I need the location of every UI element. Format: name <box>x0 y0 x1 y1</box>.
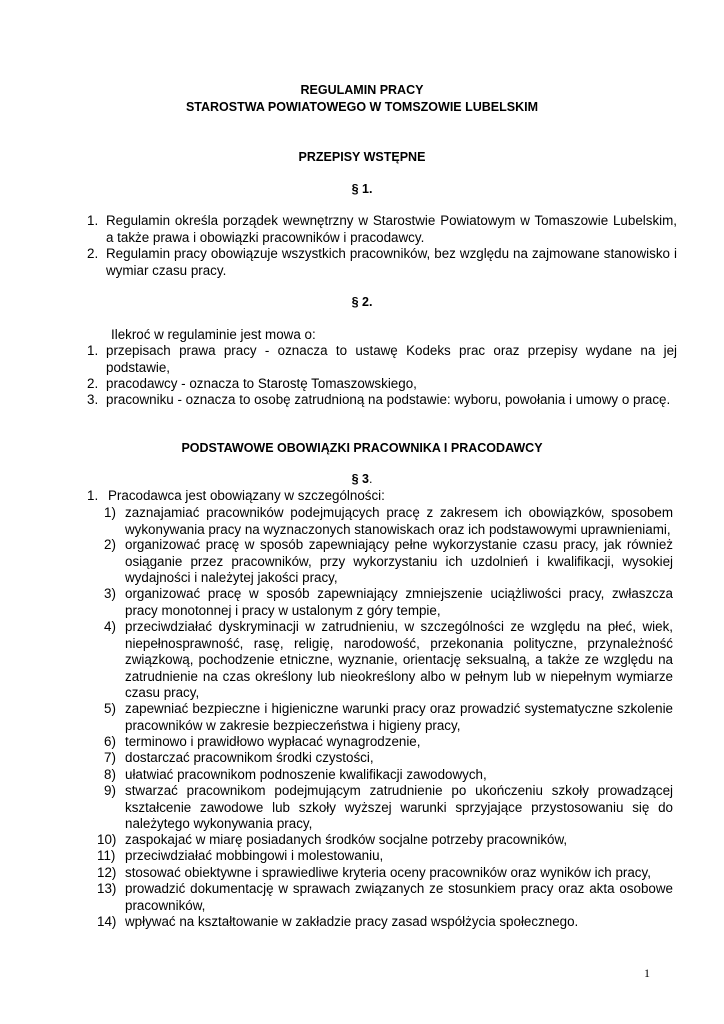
sub-item-number: 1) <box>104 505 116 520</box>
sub-item: terminowo i prawidłowo wypłacać wynagrodzenie, <box>125 734 421 749</box>
paragraph-2-intro: Ilekroć w regulaminie jest mowa o: <box>111 327 316 342</box>
sub-item: zaznajamiać pracowników podejmujących pracę z zakresem ich obowiązków, sposobem wykonywania pracy na wyznaczonych stanowiskach oraz ich podstawowymi uprawnieniami, <box>125 505 673 537</box>
list-item-number: 3. <box>87 392 99 407</box>
paragraph-1-heading: § 1. <box>351 182 373 196</box>
document-title: REGULAMIN PRACY <box>300 83 424 97</box>
sub-item-number: 5) <box>104 701 116 716</box>
page-number: 1 <box>644 966 650 980</box>
list-item-number: 1. <box>87 488 99 503</box>
sub-item: przeciwdziałać dyskryminacji w zatrudnieniu, w szczególności ze względu na płeć, wiek, niepełnosprawność, rasę, religię, narodowość, przekonania polityczne, przynależność związkową, pochodzenie etniczne, wyznanie, orientację seksualną, a także ze względu na zatrudnienie na czas określony lub nieokreślony albo w pełnym lub w niepełnym wymiarze czasu pracy, <box>125 619 673 700</box>
sub-item: wpływać na kształtowanie w zakładzie pracy zasad współżycia społecznego. <box>125 914 579 929</box>
list-item: Regulamin pracy obowiązuje wszystkich pracowników, bez względu na zajmowane stanowisko i wymiar czasu pracy. <box>106 246 677 278</box>
sub-item: ułatwiać pracownikom podnoszenie kwalifikacji zawodowych, <box>125 767 487 782</box>
list-item-number: 1. <box>87 213 99 228</box>
sub-item-number: 14) <box>97 914 117 929</box>
list-item: przepisach prawa pracy - oznacza to ustawę Kodeks prac oraz przepisy wydane na jej podstawie, <box>106 343 677 375</box>
sub-item-number: 3) <box>104 586 116 601</box>
sub-item-number: 4) <box>104 619 116 634</box>
list-item-number: 1. <box>87 343 99 358</box>
section-heading-duties: PODSTAWOWE OBOWIĄZKI PRACOWNIKA I PRACODAWCY <box>181 441 543 455</box>
sub-item: zapewniać bezpieczne i higieniczne warunki pracy oraz prowadzić systematyczne szkolenie pracowników w zakresie bezpieczeństwa i higieny pracy, <box>125 701 673 733</box>
sub-item-number: 12) <box>97 865 117 880</box>
paragraph-3-heading: § 3. <box>351 472 373 486</box>
sub-item: przeciwdziałać mobbingowi i molestowaniu, <box>125 848 384 863</box>
sub-item: dostarczać pracownikom środki czystości, <box>125 750 374 765</box>
sub-item: stosować obiektywne i sprawiedliwe kryteria oceny pracowników oraz wyników ich pracy, <box>125 865 651 880</box>
sub-item-number: 6) <box>104 734 116 749</box>
sub-item-number: 2) <box>104 537 116 552</box>
sub-item: stwarzać pracownikom podejmującym zatrudnienie po ukończeniu szkoły prowadzącej kształcenie zawodowe lub szkoły wyższej warunki sprzyjające przystosowaniu się do należytego wykonywania pracy, <box>125 783 673 831</box>
section-heading-intro: PRZEPISY WSTĘPNE <box>298 150 426 164</box>
document-subtitle: STAROSTWA POWIATOWEGO W TOMSZOWIE LUBELSKIM <box>185 100 539 114</box>
sub-item-number: 13) <box>97 881 117 896</box>
list-item: Regulamin określa porządek wewnętrzny w Starostwie Powiatowym w Tomaszowie Lubelskim, a także prawa i obowiązki pracowników i pracodawcy. <box>106 213 677 245</box>
list-item: Pracodawca jest obowiązany w szczególności: <box>108 488 385 503</box>
list-item: pracowniku - oznacza to osobę zatrudnioną na podstawie: wyboru, powołania i umowy o pracę. <box>106 392 671 407</box>
list-item-number: 2. <box>87 246 99 261</box>
sub-item-number: 7) <box>104 750 116 765</box>
sub-item-number: 8) <box>104 767 116 782</box>
list-item: pracodawcy - oznacza to Starostę Tomaszowskiego, <box>106 376 417 391</box>
sub-item: prowadzić dokumentację w sprawach związanych ze stosunkiem pracy oraz akta osobowe pracowników, <box>125 881 673 913</box>
sub-item-number: 9) <box>104 783 116 798</box>
sub-item: organizować pracę w sposób zapewniający zmniejszenie uciążliwości pracy, zwłaszcza pracy monotonnej i pracy w ustalonym z góry tempie, <box>125 586 673 618</box>
sub-item: zaspokajać w miarę posiadanych środków socjalne potrzeby pracowników, <box>125 832 568 847</box>
sub-item: organizować pracę w sposób zapewniający pełne wykorzystanie czasu pracy, jak również osiąganie przez pracowników, przy wykorzystaniu ich uzdolnień i kwalifikacji, wysokiej wydajności i należytej jakości pracy, <box>125 537 673 585</box>
sub-item-number: 11) <box>97 848 116 863</box>
paragraph-2-heading: § 2. <box>351 295 373 309</box>
sub-item-number: 10) <box>97 832 117 847</box>
list-item-number: 2. <box>87 376 99 391</box>
